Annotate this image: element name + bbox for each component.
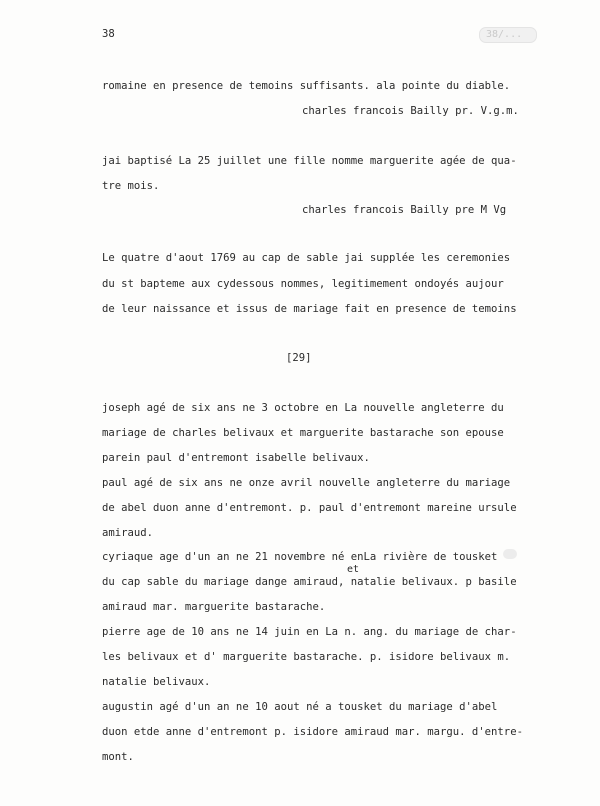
page-number: 38 [102, 28, 115, 40]
text-line: Le quatre d'aout 1769 au cap de sable jai supplée les ceremonies [102, 252, 511, 264]
text-line: pierre age de 10 ans ne 14 juin en La n. ang. du mariage de char- [102, 626, 517, 638]
text-line: jai baptisé La 25 juillet une fille nomme marguerite agée de qua- [102, 155, 517, 167]
interlinear-insertion: et [347, 564, 360, 575]
text-line: joseph agé de six ans ne 3 octobre en La nouvelle angleterre du [102, 402, 504, 414]
text-line: romaine en presence de temoins suffisants. ala pointe du diable. [102, 80, 511, 92]
text-line: mariage de charles belivaux et marguerite bastarache son epouse [102, 427, 504, 439]
text-line: mont. [102, 751, 134, 763]
ink-smudge [503, 549, 517, 559]
text-line: du st bapteme aux cydessous nommes, legitimement ondoyés aujour [102, 278, 504, 290]
text-line: natalie belivaux. [102, 676, 211, 688]
page-stamp [479, 27, 537, 43]
section-number: [29] [286, 352, 312, 364]
text-line: de abel duon anne d'entremont. p. paul d'entremont mareine ursule [102, 502, 517, 514]
signature-line: charles francois Bailly pre M Vg [302, 204, 507, 216]
text-line: de leur naissance et issus de mariage fait en presence de temoins [102, 303, 517, 315]
text-line: amiraud. [102, 527, 154, 539]
text-line: paul agé de six ans ne onze avril nouvelle angleterre du mariage [102, 477, 511, 489]
text-line: duon etde anne d'entremont p. isidore amiraud mar. margu. d'entre- [102, 726, 523, 738]
text-line: parein paul d'entremont isabelle belivaux. [102, 452, 370, 464]
text-line: amiraud mar. marguerite bastarache. [102, 601, 326, 613]
text-line: tre mois. [102, 180, 160, 192]
text-line: du cap sable du mariage dange amiraud, natalie belivaux. p basile [102, 576, 517, 588]
text-line: augustin agé d'un an ne 10 aout né a tousket du mariage d'abel [102, 701, 498, 713]
text-line: cyriaque age d'un an ne 21 novembre né enLa rivière de tousket [102, 551, 498, 563]
page-stamp-text: 38/... [486, 29, 523, 40]
signature-line: charles francois Bailly pr. V.g.m. [302, 105, 519, 117]
text-line: les belivaux et d' marguerite bastarache. p. isidore belivaux m. [102, 651, 511, 663]
